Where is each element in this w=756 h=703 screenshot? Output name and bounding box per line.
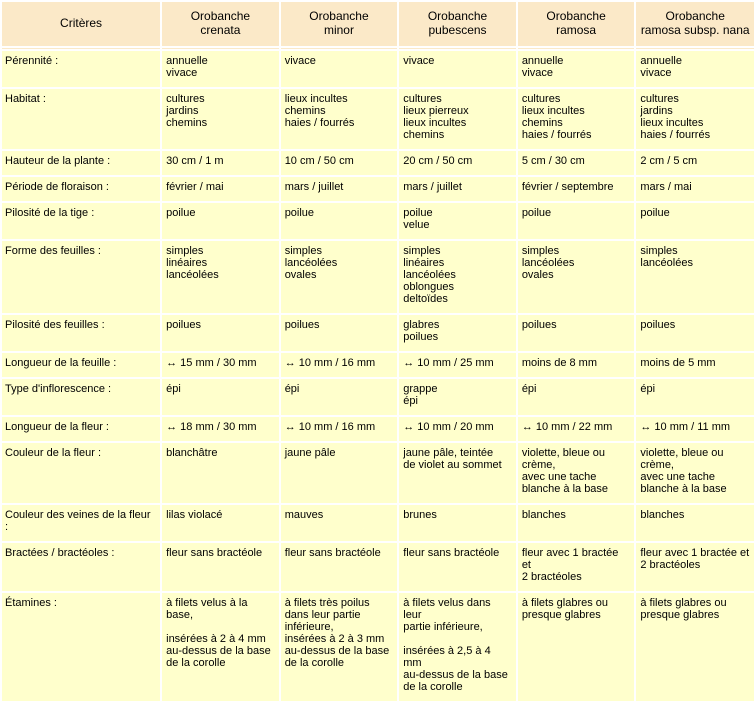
criterion-label: Habitat : bbox=[2, 89, 160, 149]
value-cell: cultures lieux incultes chemins haies / fourrés bbox=[518, 89, 635, 149]
value-cell: fleur avec 1 bractée et 2 bractéoles bbox=[636, 543, 754, 591]
value-cell: moins de 5 mm bbox=[636, 353, 754, 377]
criterion-label: Longueur de la fleur : bbox=[2, 417, 160, 441]
value-cell: mars / juillet bbox=[399, 177, 516, 201]
separator-cell bbox=[636, 48, 754, 49]
header-row bbox=[2, 2, 754, 46]
value-cell: fleur sans bractéole bbox=[162, 543, 279, 591]
table-row bbox=[2, 89, 754, 149]
criterion-label: Étamines : bbox=[2, 593, 160, 701]
value-cell: simples linéaires lancéolées bbox=[162, 241, 279, 313]
table-row bbox=[2, 417, 754, 441]
table-row bbox=[2, 51, 754, 87]
criterion-label: Hauteur de la plante : bbox=[2, 151, 160, 175]
separator-cell bbox=[399, 48, 516, 49]
value-cell: poilues bbox=[636, 315, 754, 351]
criterion-label: Période de floraison : bbox=[2, 177, 160, 201]
value-cell: poilues bbox=[518, 315, 635, 351]
value-cell: annuelle vivace bbox=[162, 51, 279, 87]
header-species-pubescens: Orobanche pubescens bbox=[399, 2, 516, 46]
criterion-label: Couleur de la fleur : bbox=[2, 443, 160, 503]
value-cell: 5 cm / 30 cm bbox=[518, 151, 635, 175]
value-cell: blanches bbox=[518, 505, 635, 541]
value-cell: mars / mai bbox=[636, 177, 754, 201]
table-body bbox=[2, 48, 754, 701]
value-cell: violette, bleue ou crème, avec une tache blanche à la base bbox=[518, 443, 635, 503]
value-cell: jaune pâle, teintée de violet au sommet bbox=[399, 443, 516, 503]
criterion-label: Forme des feuilles : bbox=[2, 241, 160, 313]
value-cell: ↔ 10 mm / 25 mm bbox=[399, 353, 516, 377]
value-cell: poilue bbox=[518, 203, 635, 239]
separator-cell bbox=[518, 48, 635, 49]
separator-cell bbox=[281, 48, 398, 49]
value-cell: cultures jardins chemins bbox=[162, 89, 279, 149]
header-criteria: Critères bbox=[2, 2, 160, 46]
value-cell: mauves bbox=[281, 505, 398, 541]
separator-cell bbox=[2, 48, 160, 49]
criterion-label: Type d'inflorescence : bbox=[2, 379, 160, 415]
value-cell: épi bbox=[518, 379, 635, 415]
value-cell: simples linéaires lancéolées oblongues deltoïdes bbox=[399, 241, 516, 313]
value-cell: à filets glabres ou presque glabres bbox=[636, 593, 754, 701]
value-cell: 30 cm / 1 m bbox=[162, 151, 279, 175]
value-cell: annuelle vivace bbox=[636, 51, 754, 87]
table-row bbox=[2, 505, 754, 541]
value-cell: simples lancéolées bbox=[636, 241, 754, 313]
table-row bbox=[2, 151, 754, 175]
value-cell: ↔ 10 mm / 20 mm bbox=[399, 417, 516, 441]
value-cell: fleur sans bractéole bbox=[399, 543, 516, 591]
header-separator bbox=[2, 48, 754, 49]
separator-cell bbox=[162, 48, 279, 49]
value-cell: ↔ 10 mm / 22 mm bbox=[518, 417, 635, 441]
value-cell: épi bbox=[281, 379, 398, 415]
header-species-ramosa: Orobanche ramosa bbox=[518, 2, 635, 46]
value-cell: 2 cm / 5 cm bbox=[636, 151, 754, 175]
value-cell: vivace bbox=[399, 51, 516, 87]
value-cell: fleur sans bractéole bbox=[281, 543, 398, 591]
value-cell: 20 cm / 50 cm bbox=[399, 151, 516, 175]
value-cell: brunes bbox=[399, 505, 516, 541]
value-cell: février / septembre bbox=[518, 177, 635, 201]
value-cell: simples lancéolées ovales bbox=[281, 241, 398, 313]
value-cell: épi bbox=[636, 379, 754, 415]
value-cell: glabres poilues bbox=[399, 315, 516, 351]
value-cell: cultures jardins lieux incultes haies / fourrés bbox=[636, 89, 754, 149]
value-cell: jaune pâle bbox=[281, 443, 398, 503]
header-species-crenata: Orobanche crenata bbox=[162, 2, 279, 46]
header-species-ramosa-nana: Orobanche ramosa subsp. nana bbox=[636, 2, 754, 46]
value-cell: 10 cm / 50 cm bbox=[281, 151, 398, 175]
header-species-minor: Orobanche minor bbox=[281, 2, 398, 46]
table-row bbox=[2, 241, 754, 313]
table-row bbox=[2, 315, 754, 351]
value-cell: violette, bleue ou crème, avec une tache blanche à la base bbox=[636, 443, 754, 503]
value-cell: à filets très poilus dans leur partie inférieure, insérées à 2 à 3 mm au-dessus de la base de la corolle bbox=[281, 593, 398, 701]
value-cell: cultures lieux pierreux lieux incultes chemins bbox=[399, 89, 516, 149]
value-cell: poilue bbox=[162, 203, 279, 239]
table-row bbox=[2, 379, 754, 415]
value-cell: poilue velue bbox=[399, 203, 516, 239]
value-cell: poilue bbox=[281, 203, 398, 239]
value-cell: mars / juillet bbox=[281, 177, 398, 201]
value-cell: grappe épi bbox=[399, 379, 516, 415]
criterion-label: Pilosité des feuilles : bbox=[2, 315, 160, 351]
table-row bbox=[2, 593, 754, 701]
value-cell: moins de 8 mm bbox=[518, 353, 635, 377]
value-cell: blanchâtre bbox=[162, 443, 279, 503]
criterion-label: Bractées / bractéoles : bbox=[2, 543, 160, 591]
value-cell: vivace bbox=[281, 51, 398, 87]
value-cell: février / mai bbox=[162, 177, 279, 201]
table-row bbox=[2, 443, 754, 503]
table-row bbox=[2, 177, 754, 201]
value-cell: ↔ 10 mm / 16 mm bbox=[281, 417, 398, 441]
table-row bbox=[2, 543, 754, 591]
table-row bbox=[2, 203, 754, 239]
value-cell: ↔ 18 mm / 30 mm bbox=[162, 417, 279, 441]
value-cell: ↔ 15 mm / 30 mm bbox=[162, 353, 279, 377]
value-cell: poilues bbox=[162, 315, 279, 351]
value-cell: à filets glabres ou presque glabres bbox=[518, 593, 635, 701]
value-cell: à filets velus dans leur partie inférieure, insérées à 2,5 à 4 mm au-dessus de la base de la corolle bbox=[399, 593, 516, 701]
value-cell: poilues bbox=[281, 315, 398, 351]
value-cell: ↔ 10 mm / 11 mm bbox=[636, 417, 754, 441]
value-cell: lilas violacé bbox=[162, 505, 279, 541]
value-cell: épi bbox=[162, 379, 279, 415]
criterion-label: Longueur de la feuille : bbox=[2, 353, 160, 377]
value-cell: fleur avec 1 bractée et 2 bractéoles bbox=[518, 543, 635, 591]
value-cell: annuelle vivace bbox=[518, 51, 635, 87]
value-cell: lieux incultes chemins haies / fourrés bbox=[281, 89, 398, 149]
criterion-label: Pilosité de la tige : bbox=[2, 203, 160, 239]
value-cell: à filets velus à la base, insérées à 2 à 4 mm au-dessus de la base de la corolle bbox=[162, 593, 279, 701]
criterion-label: Couleur des veines de la fleur : bbox=[2, 505, 160, 541]
criterion-label: Pérennité : bbox=[2, 51, 160, 87]
value-cell: ↔ 10 mm / 16 mm bbox=[281, 353, 398, 377]
value-cell: blanches bbox=[636, 505, 754, 541]
table-row bbox=[2, 353, 754, 377]
value-cell: simples lancéolées ovales bbox=[518, 241, 635, 313]
value-cell: poilue bbox=[636, 203, 754, 239]
